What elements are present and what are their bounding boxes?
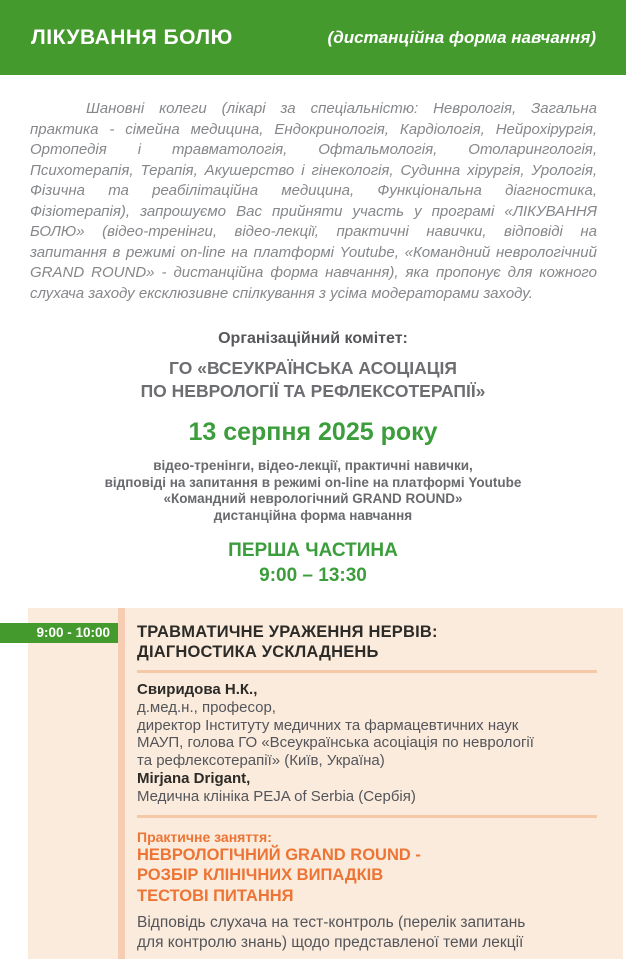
event-date: 13 серпня 2025 року	[188, 418, 438, 446]
schedule-section	[0, 608, 626, 959]
speaker-name: Mirjana Drigant,	[137, 769, 251, 787]
organization-name-line-1: ГО «ВСЕУКРАЇНСЬКА АСОЦІАЦІЯ	[169, 358, 457, 378]
page-title: ЛІКУВАННЯ БОЛЮ	[31, 25, 233, 49]
committee-block	[0, 330, 626, 587]
format-line: відповіді на запитання в режимі on-line на платформі Youtube	[104, 474, 522, 490]
talk-title-line-2: ДІАГНОСТИКА УСКЛАДНЕНЬ	[137, 643, 379, 661]
practice-description-line-2: для контролю знань) щодо представленої теми лекції	[137, 934, 524, 952]
divider	[137, 670, 597, 673]
practice-line: РОЗБІР КЛІНІЧНИХ ВИПАДКІВ	[137, 866, 384, 885]
part-time: 9:00 – 13:30	[259, 565, 367, 586]
header-subtitle: (дистанційна форма навчання)	[327, 27, 596, 47]
speaker-detail: Медична клініка PEJA of Serbia (Сербія)	[137, 787, 416, 805]
speaker-detail: д.мед.н., професор,	[137, 698, 276, 716]
format-line: відео-тренінги, відео-лекції, практичні навички,	[153, 458, 473, 473]
talk-title	[137, 622, 597, 662]
format-line: дистанційна форма навчання	[213, 507, 413, 523]
part-title: ПЕРША ЧАСТИНА	[228, 540, 398, 561]
speakers-block	[137, 681, 597, 806]
practice-line: НЕВРОЛОГІЧНИЙ GRAND ROUND -	[137, 845, 421, 864]
header-bar	[0, 0, 626, 75]
format-line: «Командний неврологічний GRAND ROUND»	[163, 491, 463, 506]
divider	[137, 815, 597, 818]
time-badge: 9:00 - 10:00	[0, 623, 118, 643]
talk-title-line-1: ТРАВМАТИЧНЕ УРАЖЕННЯ НЕРВІВ:	[137, 623, 438, 641]
practice-line: ТЕСТОВІ ПИТАННЯ	[137, 886, 294, 905]
organization-name	[0, 357, 626, 403]
intro-paragraph: Шановні колеги (лікарі за спеціальністю: Неврологія, Загальна практика - сімейна медицина, Ендокринологія, Кардіологія, Нейрохірургія, Ортопедія і травматологія, Офтальмологія, Отоларингологія, Психотерапія, Терапія, Акушерство і гінекологія, Судинна хірургія, Урологія, Фізична та реабілітаційна медицина, Функціональна діагностика, Фізіотерапія), запрошуємо Вас прийняти участь у програмі «ЛІКУВАННЯ БОЛЮ» (відео-тренінги, відео-лекції, практичні навички, відповіді на запитання в режимі on-line на платформі Youtube, «Командний неврологічний GRAND ROUND» - дистанційна форма навчання), яка пропонує для кожного слухача заходу ексклюзивне спілкування з усіма модераторами заходу.	[30, 100, 597, 302]
schedule-card	[28, 608, 623, 959]
speaker-detail: МАУП, голова ГО «Всеукраїнська асоціація по неврології	[137, 734, 534, 752]
committee-heading: Організаційний комітет:	[218, 330, 408, 347]
practice-description-line-1: Відповідь слухача на тест-контроль (перелік запитань	[137, 914, 526, 932]
schedule-card-content	[28, 608, 623, 959]
event-format-lines	[0, 458, 626, 524]
practice-label: Практичне заняття:	[137, 828, 272, 845]
organization-name-line-2: ПО НЕВРОЛОГІЇ ТА РЕФЛЕКСОТЕРАПІЇ»	[140, 381, 486, 401]
speaker-detail: та рефлексотерапії» (Київ, Україна)	[137, 752, 385, 770]
speaker-detail: директор Інституту медичних та фармацевтичних наук	[137, 716, 519, 734]
speaker-name: Свиридова Н.К.,	[137, 681, 258, 698]
